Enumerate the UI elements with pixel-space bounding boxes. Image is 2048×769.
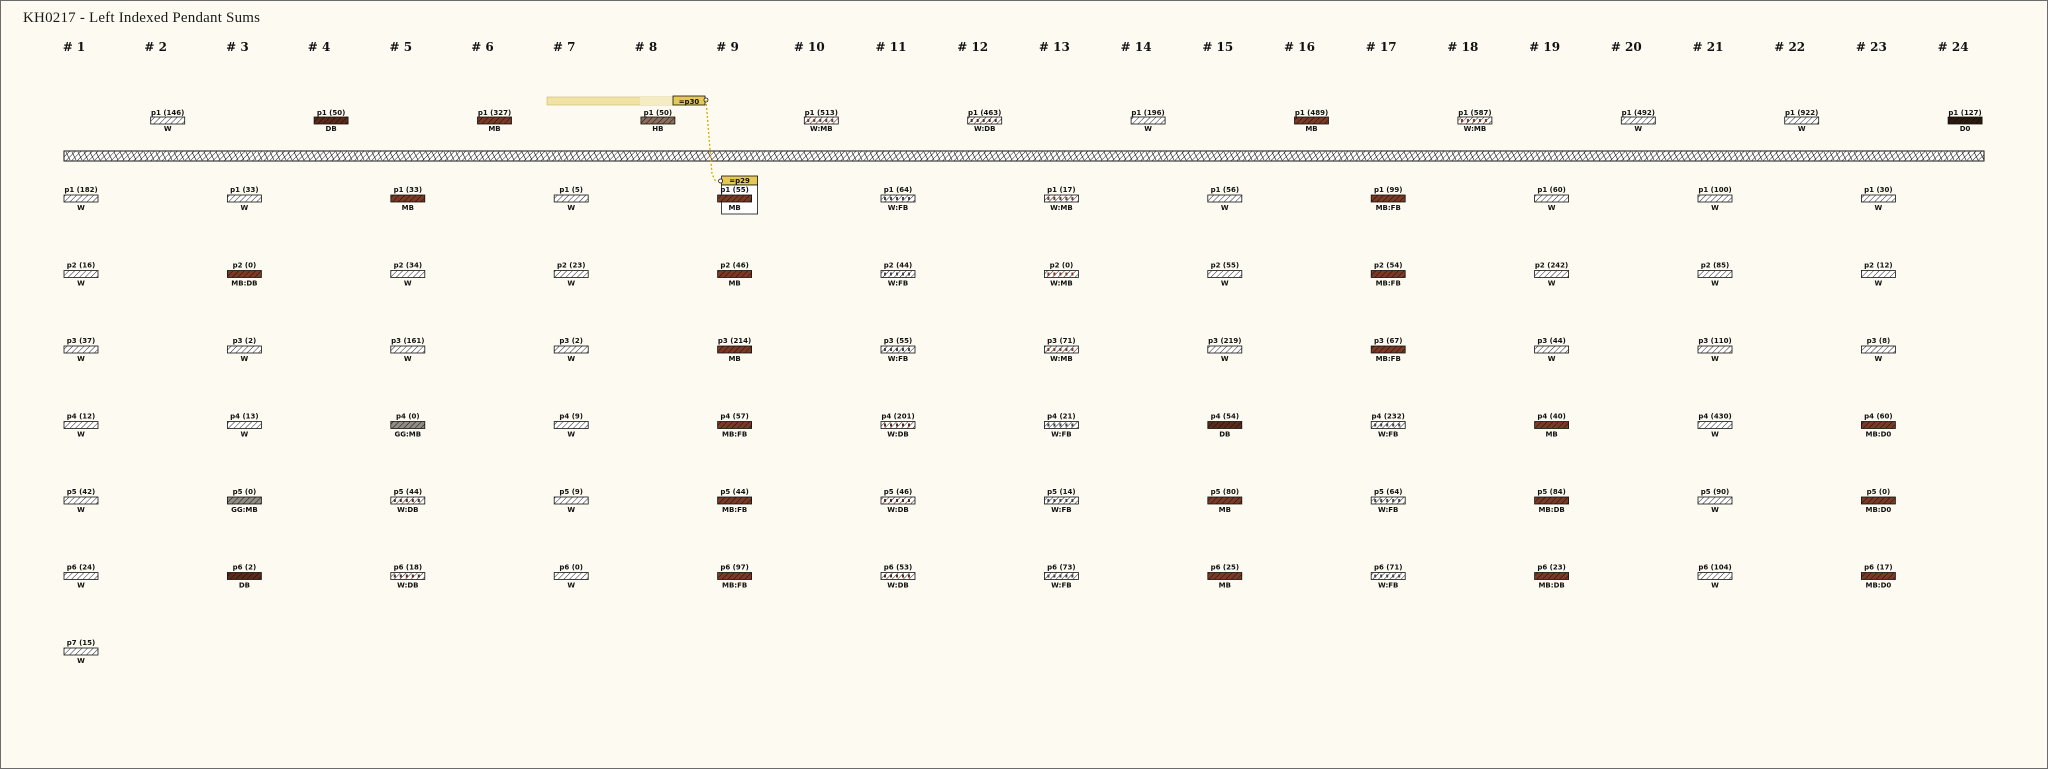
top-cord-color-label: W xyxy=(163,125,172,133)
pendant-cord-color-label: MB:FB xyxy=(721,506,748,514)
pendant-cord-color-label: MB:D0 xyxy=(1865,581,1892,590)
pendant-cord-box xyxy=(881,195,915,202)
pendant-cord-box xyxy=(391,422,425,429)
pendant-cord-label: p5 (14) xyxy=(1047,488,1076,496)
pendant-cord-color-label: W xyxy=(240,204,249,212)
pendant-cord-label: p2 (12) xyxy=(1864,261,1893,270)
pendant-cord-label: p4 (21) xyxy=(1047,412,1076,421)
pendant-cord-label: p1 (5) xyxy=(559,186,583,194)
column-header: # 11 xyxy=(875,40,907,54)
pendant-cord-color-label: W xyxy=(1220,355,1229,363)
pendant-cord-box xyxy=(64,271,98,278)
pendant-cord-color-label: W xyxy=(77,204,85,212)
pendant-cord-color-label: MB:DB xyxy=(1538,506,1565,514)
column-header: # 6 xyxy=(471,40,494,54)
top-cord-color-label: W:DB xyxy=(973,125,996,133)
pendant-cord-box xyxy=(1861,573,1895,580)
column-header: # 10 xyxy=(793,40,825,54)
pendant-cord-box xyxy=(881,422,915,429)
pendant-cord-box xyxy=(1861,422,1895,429)
pendant-cord-label: p2 (54) xyxy=(1373,261,1403,270)
column-header: # 8 xyxy=(634,40,658,54)
top-cord-color-label: W xyxy=(1797,125,1806,133)
pendant-cord-color-label: W xyxy=(1874,355,1883,363)
column-header: # 19 xyxy=(1529,40,1561,54)
pendant-cord-box xyxy=(1044,271,1078,278)
pendant-cord-color-label: W xyxy=(1874,204,1883,212)
pendant-cord-color-label: MB xyxy=(401,204,414,212)
pendant-cord-color-label: MB xyxy=(728,279,741,288)
pendant-cord-box xyxy=(881,346,915,353)
top-cord-box xyxy=(1131,117,1165,124)
pendant-cord-label: p3 (110) xyxy=(1698,337,1732,345)
pendant-cord-color-label: W:DB xyxy=(887,506,909,514)
pendant-cord-box xyxy=(1698,422,1732,429)
pendant-cord-color-label: MB xyxy=(728,204,741,212)
pendant-cord-box xyxy=(1698,346,1732,353)
pendant-cord-label: p2 (16) xyxy=(66,261,96,270)
pendant-cord-color-label: W xyxy=(403,279,412,288)
pendant-cord-color-label: W xyxy=(77,581,85,590)
pendant-cord-box xyxy=(554,346,588,353)
top-cord-label: p1 (50) xyxy=(643,109,673,117)
pendant-cord-label: p1 (33) xyxy=(230,186,259,194)
pendant-cord-label: p3 (8) xyxy=(1866,337,1891,345)
pendant-cord-label: p2 (23) xyxy=(556,261,586,270)
top-cord-box xyxy=(968,117,1002,124)
pendant-cord-label: p1 (33) xyxy=(393,186,423,194)
pendant-cord-label: p2 (34) xyxy=(393,261,423,270)
pendant-cord-color-label: W xyxy=(1547,204,1556,212)
sum-link-top-tag: =p30 xyxy=(678,98,700,106)
pendant-cord-label: p4 (12) xyxy=(66,412,96,421)
pendant-cord-box xyxy=(1535,573,1569,580)
pendant-cord-color-label: MB:D0 xyxy=(1865,506,1892,514)
pendant-cord-label: p5 (46) xyxy=(883,488,913,496)
pendant-cord-color-label: W:FB xyxy=(887,204,909,212)
pendant-cord-color-label: W:FB xyxy=(1051,581,1072,590)
top-cord-box xyxy=(1621,117,1655,124)
pendant-cord-box xyxy=(1371,195,1405,202)
sum-link-dashed-line xyxy=(706,100,716,182)
pendant-cord-label: p5 (44) xyxy=(393,488,423,496)
top-cord-color-label: W:MB xyxy=(809,125,833,133)
pendant-cord-box xyxy=(227,271,261,278)
pendant-cord-box xyxy=(1698,195,1732,202)
pendant-cord-label: p6 (25) xyxy=(1210,563,1240,572)
pendant-cord-box xyxy=(881,271,915,278)
pendant-cord-color-label: W xyxy=(1220,279,1229,288)
pendant-cord-label: p4 (9) xyxy=(559,412,583,421)
pendant-cord-color-label: W:DB xyxy=(887,581,909,590)
pendant-cord-label: p1 (100) xyxy=(1698,186,1732,194)
pendant-cord-box xyxy=(1044,346,1078,353)
sum-link-top xyxy=(547,96,716,182)
pendant-cord-color-label: W xyxy=(1711,506,1719,514)
top-cord-box xyxy=(151,117,185,124)
pendant-cord-label: p6 (23) xyxy=(1537,563,1566,572)
column-header: # 20 xyxy=(1610,40,1642,54)
pendant-cord-box xyxy=(64,648,98,655)
pendant-cord-label: p7 (15) xyxy=(66,639,96,647)
pendant-cord-box xyxy=(1208,497,1242,504)
top-cord-label: p1 (492) xyxy=(1621,109,1655,117)
sum-link-bottom-tag: =p29 xyxy=(729,177,750,185)
pendant-cord-box xyxy=(1535,195,1569,202)
column-header: # 9 xyxy=(716,40,739,54)
pendant-cord-box xyxy=(227,497,261,504)
pendant-cord-box xyxy=(1371,573,1405,580)
pendant-cord-color-label: W:FB xyxy=(1051,430,1072,439)
pendant-cord-label: p4 (0) xyxy=(396,412,420,421)
pendant-cord-label: p2 (44) xyxy=(883,261,913,270)
top-cord-label: p1 (327) xyxy=(477,109,512,117)
column-header: # 21 xyxy=(1692,40,1724,54)
top-cord-label: p1 (127) xyxy=(1948,109,1982,117)
pendant-cord-color-label: MB xyxy=(1218,581,1231,590)
top-cord-box xyxy=(641,117,675,124)
primary-cord xyxy=(64,151,1984,161)
column-header: # 7 xyxy=(552,40,576,54)
pendant-cord-label: p1 (55) xyxy=(720,186,749,194)
pendant-cord-box xyxy=(64,497,98,504)
pendant-cord-label: p4 (57) xyxy=(720,412,749,421)
pendant-cord-box xyxy=(1044,195,1078,202)
pendant-cord-color-label: W xyxy=(1547,355,1556,363)
pendant-cord-color-label: W xyxy=(1711,204,1719,212)
top-cord-color-label: W:MB xyxy=(1463,125,1487,133)
pendant-cord-box xyxy=(1208,195,1242,202)
pendant-cord-box xyxy=(1208,346,1242,353)
pendant-cord-label: p2 (0) xyxy=(232,261,257,270)
pendant-cord-color-label: W:FB xyxy=(1051,506,1072,514)
pendant-cord-color-label: W xyxy=(567,355,576,363)
pendant-cord-box xyxy=(1535,422,1569,429)
top-cord-label: p1 (922) xyxy=(1785,109,1819,117)
pendant-cord-color-label: W:DB xyxy=(397,506,419,514)
top-cord-box xyxy=(1458,117,1492,124)
pendant-cord-box xyxy=(718,422,752,429)
pendant-cord-label: p3 (55) xyxy=(883,337,913,345)
pendant-cord-color-label: W xyxy=(1220,204,1229,212)
pendant-cord-label: p1 (30) xyxy=(1864,186,1893,194)
column-header: # 13 xyxy=(1038,40,1070,54)
pendant-cord-label: p4 (430) xyxy=(1698,412,1732,421)
pendant-cord-color-label: W:MB xyxy=(1050,355,1073,363)
pendant-cord-box xyxy=(1698,497,1732,504)
pendant-cord-label: p5 (84) xyxy=(1537,488,1566,496)
pendant-cord-box xyxy=(64,422,98,429)
pendant-cord-box xyxy=(554,573,588,580)
pendant-cord-color-label: W xyxy=(240,355,249,363)
pendant-cord-box xyxy=(1371,346,1405,353)
pendant-cord-box xyxy=(718,195,752,202)
column-header: # 5 xyxy=(389,40,413,54)
pendant-cord-box xyxy=(1861,497,1895,504)
pendant-cord-label: p1 (182) xyxy=(64,186,98,194)
pendant-cord-label: p6 (17) xyxy=(1864,563,1893,572)
pendant-cord-box xyxy=(391,346,425,353)
pendant-cord-label: p4 (54) xyxy=(1210,412,1240,421)
pendant-cord-color-label: W xyxy=(77,506,85,514)
pendant-cord-label: p6 (104) xyxy=(1698,563,1732,572)
column-header: # 18 xyxy=(1447,40,1479,54)
pendant-cord-label: p2 (0) xyxy=(1049,261,1074,270)
column-header: # 15 xyxy=(1202,40,1234,54)
pendant-cord-box xyxy=(1371,271,1405,278)
column-header: # 22 xyxy=(1774,40,1806,54)
top-cord-color-label: MB xyxy=(1305,125,1318,133)
pendant-cord-box xyxy=(1535,497,1569,504)
top-cord-box xyxy=(1295,117,1329,124)
top-cord-color-label: W xyxy=(1634,125,1643,133)
pendant-cord-color-label: W:FB xyxy=(1377,506,1399,514)
pendant-cord-box xyxy=(554,271,588,278)
top-cord-box xyxy=(1785,117,1819,124)
top-cord-label: p1 (50) xyxy=(316,109,346,117)
pendant-cord-label: p3 (2) xyxy=(232,337,257,345)
pendant-cord-color-label: DB xyxy=(1219,430,1231,439)
pendant-cord-color-label: W:DB xyxy=(887,430,909,439)
pendant-cord-box xyxy=(718,271,752,278)
pendant-cord-label: p6 (18) xyxy=(393,563,423,572)
pendant-cord-box xyxy=(1044,497,1078,504)
column-header: # 4 xyxy=(307,40,331,54)
pendant-cord-label: p6 (24) xyxy=(66,563,96,572)
pendant-cord-label: p1 (56) xyxy=(1210,186,1240,194)
pendant-cord-box xyxy=(554,422,588,429)
pendant-cord-box xyxy=(391,195,425,202)
pendant-cord-label: p3 (71) xyxy=(1047,337,1076,345)
column-header: # 12 xyxy=(957,40,989,54)
column-header: # 23 xyxy=(1855,40,1887,54)
pendant-cord-color-label: W xyxy=(567,581,576,590)
pendant-cord-box xyxy=(1861,346,1895,353)
pendant-cord-color-label: W xyxy=(1711,581,1719,590)
pendant-cord-box xyxy=(64,573,98,580)
pendant-cord-label: p4 (201) xyxy=(881,412,915,421)
pendant-cord-color-label: MB xyxy=(1545,430,1558,439)
pendant-cord-color-label: W xyxy=(77,430,85,439)
pendant-cord-box xyxy=(1535,346,1569,353)
pendant-cord-box xyxy=(1208,271,1242,278)
pendant-cord-color-label: W xyxy=(1711,355,1719,363)
pendant-cord-label: p5 (42) xyxy=(66,488,96,496)
pendant-cord-label: p6 (97) xyxy=(720,563,749,572)
pendant-cord-color-label: W xyxy=(1874,279,1883,288)
pendant-cord-box xyxy=(227,573,261,580)
pendant-cord-label: p3 (219) xyxy=(1208,337,1242,345)
pendant-cord-box xyxy=(718,346,752,353)
pendant-cord-label: p2 (55) xyxy=(1210,261,1240,270)
pendant-cord-box xyxy=(64,346,98,353)
pendant-cord-color-label: W:DB xyxy=(397,581,419,590)
pendant-cord-color-label: W xyxy=(1547,279,1556,288)
pendant-cord-label: p6 (71) xyxy=(1373,563,1403,572)
pendant-cord-color-label: GG:MB xyxy=(394,430,422,439)
pendant-cord-label: p6 (73) xyxy=(1047,563,1076,572)
pendant-cord-color-label: MB xyxy=(1218,506,1231,514)
pendant-cord-color-label: W xyxy=(77,279,85,288)
pendant-cord-color-label: GG:MB xyxy=(231,506,258,514)
pendant-cord-box xyxy=(1698,271,1732,278)
pendant-cord-color-label: W xyxy=(77,657,85,665)
top-cord-box xyxy=(1948,117,1982,124)
pendant-cord-label: p6 (0) xyxy=(559,563,583,572)
pendant-cord-box xyxy=(1208,422,1242,429)
pendant-cord-label: p5 (44) xyxy=(720,488,749,496)
pendant-cord-label: p1 (99) xyxy=(1373,186,1403,194)
pendant-cord-label: p5 (90) xyxy=(1700,488,1730,496)
pendant-cord-color-label: MB:DB xyxy=(231,279,258,288)
top-cord-label: p1 (196) xyxy=(1131,109,1165,117)
pendant-cord-color-label: W:FB xyxy=(1377,430,1399,439)
top-cord-color-label: W xyxy=(1144,125,1152,133)
pendant-cord-label: p4 (40) xyxy=(1537,412,1566,421)
pendant-cord-color-label: W:MB xyxy=(1050,279,1073,288)
column-header: # 14 xyxy=(1120,40,1152,54)
pendant-cord-label: p5 (0) xyxy=(232,488,257,496)
top-cord-label: p1 (146) xyxy=(151,109,185,117)
pendant-cord-box xyxy=(227,346,261,353)
pendant-cord-label: p3 (214) xyxy=(717,337,752,345)
pendant-cord-box xyxy=(391,573,425,580)
pendant-cord-box xyxy=(718,573,752,580)
pendant-cord-box xyxy=(1371,422,1405,429)
pendant-cord-color-label: W:FB xyxy=(887,355,909,363)
pendant-cord-label: p2 (242) xyxy=(1534,261,1569,270)
pendant-cord-label: p4 (13) xyxy=(230,412,259,421)
top-cord-color-label: MB xyxy=(488,125,501,133)
top-cord-box xyxy=(314,117,348,124)
pendant-cord-color-label: W xyxy=(1711,279,1719,288)
pendant-cord-box xyxy=(881,573,915,580)
top-cord-label: p1 (513) xyxy=(804,109,838,117)
pendant-cord-label: p5 (64) xyxy=(1373,488,1403,496)
pendant-cord-color-label: MB:FB xyxy=(1375,204,1401,212)
pendant-cord-color-label: W xyxy=(403,355,412,363)
top-cord-label: p1 (489) xyxy=(1294,109,1329,117)
pendant-cord-box xyxy=(1044,573,1078,580)
pendant-cord-box xyxy=(391,271,425,278)
pendant-cord-label: p2 (46) xyxy=(720,261,749,270)
pendant-cord-color-label: W xyxy=(1711,430,1719,439)
pendant-cord-label: p1 (17) xyxy=(1047,186,1076,194)
column-header: # 24 xyxy=(1937,40,1969,54)
top-cord-label: p1 (587) xyxy=(1458,109,1492,117)
pendant-cord-label: p6 (2) xyxy=(232,563,257,572)
column-header: # 17 xyxy=(1365,40,1397,54)
top-cord-color-label: DB xyxy=(325,125,337,133)
pendant-cord-color-label: MB:FB xyxy=(721,430,748,439)
pendant-cord-label: p3 (44) xyxy=(1537,337,1566,345)
pendant-cord-color-label: W:FB xyxy=(1377,581,1399,590)
pendant-cord-box xyxy=(64,195,98,202)
pendant-cord-label: p2 (85) xyxy=(1700,261,1730,270)
pendant-cord-label: p5 (9) xyxy=(559,488,583,496)
top-cord-box xyxy=(478,117,512,124)
pendant-cord-label: p3 (67) xyxy=(1373,337,1403,345)
column-header: # 2 xyxy=(144,40,167,54)
pendant-cord-box xyxy=(227,422,261,429)
pendant-cord-color-label: MB:FB xyxy=(721,581,748,590)
pendant-cord-color-label: MB:FB xyxy=(1375,279,1401,288)
pendant-cord-box xyxy=(1861,195,1895,202)
pendant-cord-box xyxy=(1861,271,1895,278)
pendant-cord-box xyxy=(718,497,752,504)
top-cord-box xyxy=(804,117,838,124)
column-header: # 3 xyxy=(226,40,249,54)
pendant-cord-label: p1 (64) xyxy=(883,186,913,194)
pendant-cord-color-label: W xyxy=(567,279,576,288)
pendant-cord-box xyxy=(1371,497,1405,504)
column-header: # 16 xyxy=(1284,40,1315,54)
pendant-cord-label: p6 (53) xyxy=(883,563,913,572)
pendant-cord-color-label: W:FB xyxy=(887,279,909,288)
pendant-cord-color-label: MB xyxy=(728,355,741,363)
top-cord-color-label: HB xyxy=(652,125,664,133)
pendant-cord-label: p3 (2) xyxy=(559,337,583,345)
pendant-cord-label: p3 (161) xyxy=(391,337,425,345)
page-title: KH0217 - Left Indexed Pendant Sums xyxy=(23,10,261,26)
top-cord-color-label: D0 xyxy=(1959,125,1971,133)
pendant-cord-color-label: MB:DB xyxy=(1538,581,1565,590)
pendant-cord-box xyxy=(1698,573,1732,580)
pendant-cord-color-label: MB:D0 xyxy=(1865,430,1892,439)
pendant-cord-color-label: W xyxy=(240,430,249,439)
pendant-cord-label: p4 (60) xyxy=(1864,412,1893,421)
pendant-cord-box xyxy=(1535,271,1569,278)
pendant-cord-box xyxy=(881,497,915,504)
pendant-cord-box xyxy=(1208,573,1242,580)
pendant-cord-label: p5 (80) xyxy=(1210,488,1240,496)
pendant-cord-label: p3 (37) xyxy=(66,337,96,345)
pendant-cord-color-label: MB:FB xyxy=(1375,355,1401,363)
pendant-cord-box xyxy=(554,497,588,504)
pendant-cord-box xyxy=(554,195,588,202)
pendant-cord-label: p1 (60) xyxy=(1537,186,1566,194)
pendant-cord-color-label: DB xyxy=(238,581,250,590)
pendant-cord-box xyxy=(1044,422,1078,429)
pendant-cord-color-label: W xyxy=(567,204,576,212)
top-cord-label: p1 (463) xyxy=(968,109,1002,117)
pendant-cord-color-label: W xyxy=(567,430,576,439)
pendant-cord-color-label: W xyxy=(77,355,85,363)
pendant-cord-label: p5 (0) xyxy=(1866,488,1891,496)
pendant-cord-color-label: W:MB xyxy=(1050,204,1073,212)
pendant-cord-box xyxy=(391,497,425,504)
pendant-cord-box xyxy=(227,195,261,202)
pendant-cord-color-label: W xyxy=(567,506,576,514)
pendant-cord-label: p4 (232) xyxy=(1371,412,1405,421)
column-header: # 1 xyxy=(62,40,86,54)
